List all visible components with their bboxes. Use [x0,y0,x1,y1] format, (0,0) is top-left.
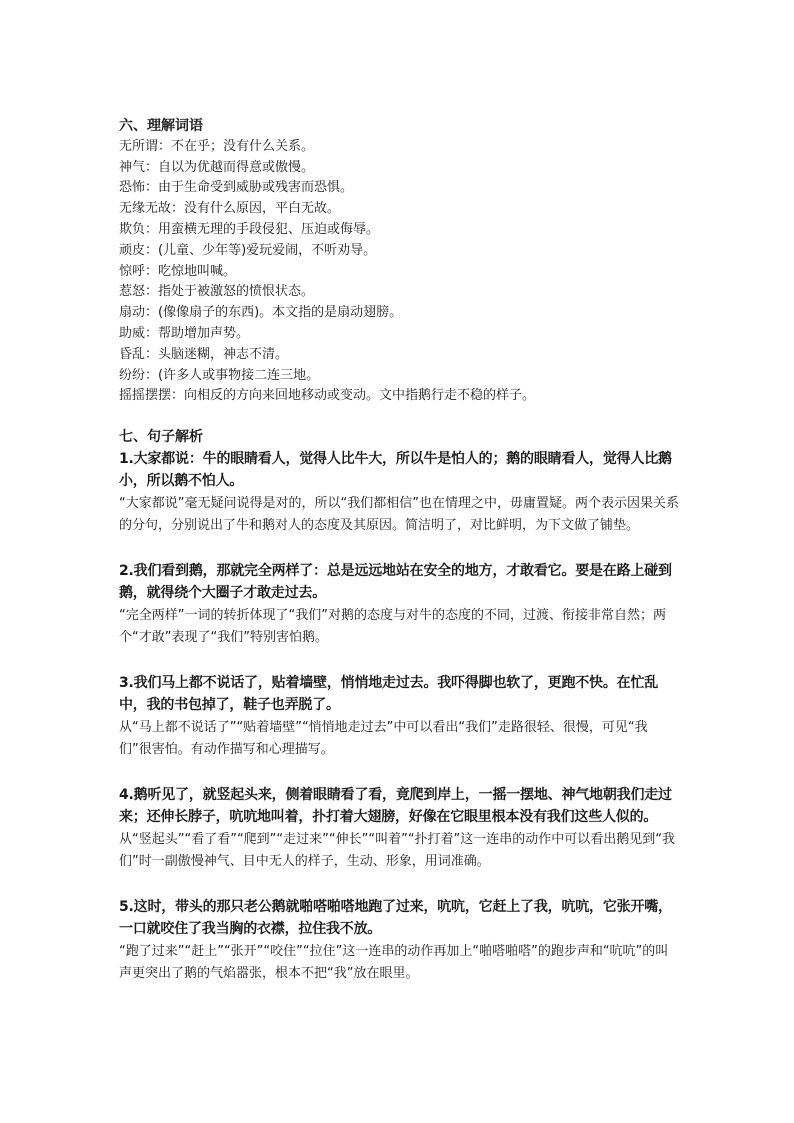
analysis-item [119,896,679,986]
vocab-line: 纷纷：(许多人或事物接二连三地。 [119,367,320,383]
vocab-line: 惊呼：吃惊地叫喊。 [119,263,237,279]
analysis-question: 1.大家都说：牛的眼睛看人，觉得人比牛大，所以牛是怕人的；鹅的眼睛看人，觉得人比鹅小，所以鹅不怕人。 [119,450,672,490]
analysis-question: 5.这时，带头的那只老公鹅就啪嗒啪嗒地跑了过来，吭吭，它赶上了我，吭吭，它张开嘴，一口就咬住了我当胸的衣襟，拉住我不放。 [119,898,672,938]
vocab-line: 顽皮：(儿童、少年等)爱玩爱闹，不听劝导。 [119,242,377,258]
analysis-question: 2.我们看到鹅，那就完全两样了：总是远远地站在安全的地方，才敢看它。要是在路上碰到鹅，就得绕个大圈子才敢走过去。 [119,562,672,602]
analysis-item [119,448,679,538]
vocab-line: 欺负：用蛮横无理的手段侵犯、压迫或侮辱。 [119,221,380,237]
vocab-line: 惹怒：指处于被激怒的愤恨状态。 [119,284,315,300]
analysis-question: 3.我们马上都不说话了，贴着墙壁，悄悄地走过去。我吓得脚也软了，更跑不快。在忙乱中，我的书包掉了，鞋子也弄脱了。 [119,674,659,714]
analysis-answer: “大家都说”毫无疑问说得是对的，所以“我们都相信”也在情理之中，毋庸置疑。两个表示因果关系的分句，分别说出了牛和鹅对人的态度及其原因。简洁明了，对比鲜明，为下文做了铺垫。 [119,495,679,534]
section-sentence-analysis [119,427,679,986]
vocab-line: 摇摇摆摆：向相反的方向来回地移动或变动。文中指鹅行走不稳的样子。 [119,388,536,404]
document-page [119,116,679,1008]
analysis-answer: 从“马上都不说话了”“贴着墙壁”“悄悄地走过去”中可以看出“我们”走路很轻、很慢，可见“我们”很害怕。有动作描写和心理描写。 [119,719,648,758]
vocab-line: 无缘无故：没有什么原因，平白无故。 [119,201,341,217]
vocab-line: 昏乱：头脑迷糊，神志不清。 [119,346,289,362]
section-vocabulary-title: 六、理解词语 [119,118,203,134]
analysis-answer: “跑了过来”“赶上”“张开”“咬住”“拉住”这一连串的动作再加上“啪嗒啪嗒”的跑步声和“吭吭”的叫声更突出了鹅的气焰嚣张，根本不把“我”放在眼里。 [119,943,669,982]
analysis-item [119,784,679,874]
analysis-item [119,672,679,762]
vocab-line: 恐怖：由于生命受到威胁或残害而恐惧。 [119,180,354,196]
section-vocabulary [119,116,679,407]
section-sentence-analysis-title: 七、句子解析 [119,429,203,446]
vocab-line: 神气：自以为优越而得意或傲慢。 [119,159,315,175]
vocab-line: 无所谓：不在乎；没有什么关系。 [119,138,315,154]
analysis-answer: 从“竖起头”“看了看”“爬到”“走过来”“伸长”“叫着”“扑打着”这一连串的动作中可以看出鹅见到“我们”时一副傲慢神气、目中无人的样子，生动、形象，用词准确。 [119,831,676,870]
analysis-question: 4.鹅听见了，就竖起头来，侧着眼睛看了看，竟爬到岸上，一摇一摆地、神气地朝我们走过来；还伸长脖子，吭吭地叫着，扑打着大翅膀，好像在它眼里根本没有我们这些人似的。 [119,786,672,826]
analysis-answer: “完全两样”一词的转折体现了“我们”对鹅的态度与对牛的态度的不同，过渡、衔接非常自然；两个“才敢”表现了“我们”特别害怕鹅。 [119,607,666,646]
vocab-line: 扇动：(像像扇子的东西)。本文指的是扇动翅膀。 [119,305,403,321]
vocab-line: 助威：帮助增加声势。 [119,325,250,341]
analysis-item [119,560,679,650]
